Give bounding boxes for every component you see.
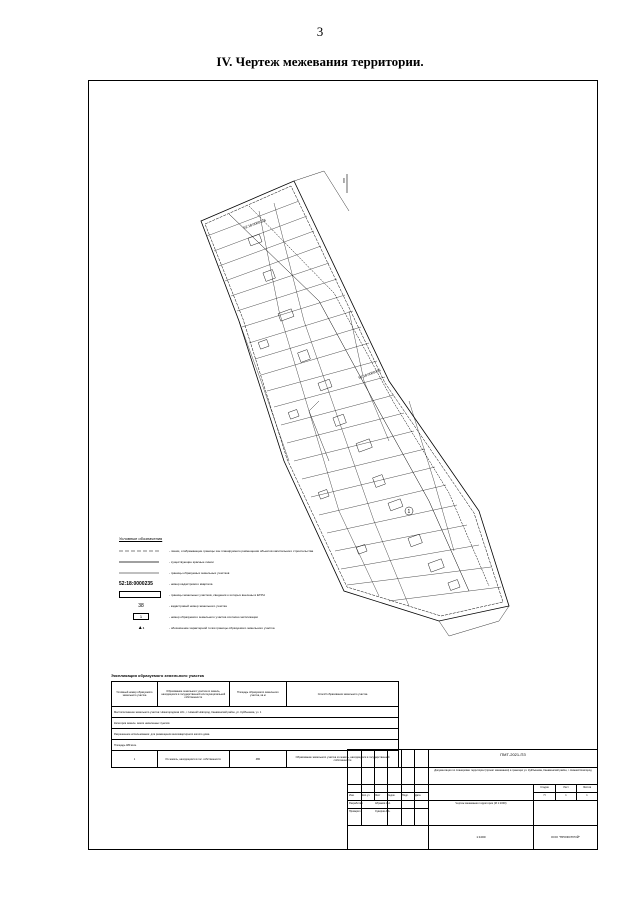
legend-title: Условные обозначения xyxy=(119,536,163,541)
title-block xyxy=(347,749,597,849)
legend-symbol-dashed-line xyxy=(119,547,163,555)
page-title: IV. Чертеж межевания территории. xyxy=(216,54,424,69)
table-header: Условный номер образуемого земельного участка xyxy=(112,682,158,707)
parcel-number-marker xyxy=(405,507,413,515)
table-cell: 1 xyxy=(112,751,158,768)
stamp-role: Изм. xyxy=(349,794,355,797)
legend-text: - номер образуемого земельного участка согласно экспликации xyxy=(169,614,258,619)
table-row: Площадь 480 кв.м. xyxy=(112,740,399,751)
legend-text: - границы образуемых земельных участков xyxy=(169,570,230,575)
legend-text: - существующие красные линии xyxy=(169,559,214,564)
stamp-code: ПМТ-2021-ПЗ xyxy=(500,753,526,757)
table-cell: Образование земельного участка из земель, находящихся в государственной собственности xyxy=(287,751,399,768)
stamp-description: Документация по планировке территории (проект межевания) в границах ул. Куйбышева, Канавинский район, г. Нижний Новгород xyxy=(434,769,592,772)
legend-symbol-rectangle xyxy=(119,591,163,599)
sheet-header: Лист xyxy=(563,786,569,789)
developer-label: Разработал xyxy=(349,802,363,805)
stamp-role: Кол.уч xyxy=(362,794,370,797)
stamp-role: №док. xyxy=(388,794,396,797)
sheets-value: 1 xyxy=(586,794,588,797)
legend-text: - номер кадастрового квартала xyxy=(169,581,213,586)
legend-symbol-cadastral-number: 38 xyxy=(138,602,144,609)
north-marker-label: I xyxy=(343,178,345,185)
legend-item xyxy=(119,545,379,556)
developer-name: Абрамов А.А. xyxy=(375,802,391,805)
legend-item xyxy=(119,622,379,633)
table-row: Категория земель: земли населенных пунктов xyxy=(112,718,399,729)
table-row: Местоположение земельного участка: Нижегородская обл., г. Нижний Новгород, Канавинский район, ул. Куйбышева, уч. 1 xyxy=(112,707,399,718)
stamp-role: Подп. xyxy=(402,794,409,797)
table-cell: Из земель, находящихся в гос. собственности xyxy=(157,751,229,768)
legend-item xyxy=(119,556,379,567)
parcel-label: 52:18:0060228 xyxy=(242,218,267,230)
checker-name: Суворов А.А. xyxy=(375,810,391,813)
legend-item xyxy=(119,589,379,600)
stamp-role: Дата xyxy=(415,794,421,797)
parcel-number: 1 xyxy=(407,509,411,515)
legend-text: - границы земельных участков, сведения о которых внесены в ЕГРН xyxy=(169,592,265,597)
stamp-role: Лист xyxy=(375,794,381,797)
page-number: 3 xyxy=(316,24,324,39)
table-cell: 480 xyxy=(229,751,286,768)
parcel-label: 52:18:0000235 xyxy=(357,368,382,380)
drawing-scale: 1:1000 xyxy=(476,835,486,839)
sheets-header: Листов xyxy=(582,786,592,789)
north-marker xyxy=(343,174,347,193)
legend-text: - кадастровый номер земельного участка xyxy=(169,603,227,608)
table-row: Разрешенное использование: для размещения многоквартирного жилого дома xyxy=(112,729,399,740)
legend-symbol-red-line xyxy=(119,558,163,566)
explication-title: Экспликация образуемого земельного участка xyxy=(111,673,204,678)
legend-item xyxy=(119,611,379,622)
legend-item xyxy=(119,600,379,611)
stage-value: П xyxy=(543,794,546,797)
legend-text: - обозначение характерной точки границы образуемого земельного участка xyxy=(169,625,275,630)
organization: ООО "ПРОФСТРОЙ" xyxy=(551,835,580,839)
drawing-name: Чертеж межевания территории (М 1:1000) xyxy=(455,802,507,805)
legend-item xyxy=(119,567,379,578)
table-header: Образование земельного участка из земель, находящихся в государственной или муниципальной собственности xyxy=(157,682,229,707)
legend-symbol-solid-line xyxy=(119,569,163,577)
drawing-frame xyxy=(88,80,598,850)
legend xyxy=(119,536,379,633)
legend-item xyxy=(119,578,379,589)
table-header: Способ образования земельного участка xyxy=(287,682,399,707)
sheet-value: 1 xyxy=(565,794,567,797)
checker-label: Проверил xyxy=(349,810,361,813)
legend-symbol-quarter-number: 52:18:0000235 xyxy=(119,580,153,587)
legend-text: - линии, отображающие границы зон планируемого размещения объектов капитального строительства xyxy=(169,548,314,553)
legend-symbol-point-marker: ▲ 1 xyxy=(137,624,145,631)
stage-header: Стадия xyxy=(540,786,549,789)
table-header: Площадь образуемого земельного участка, кв.м xyxy=(229,682,286,707)
legend-symbol-boxed-number: 1 xyxy=(119,613,163,621)
